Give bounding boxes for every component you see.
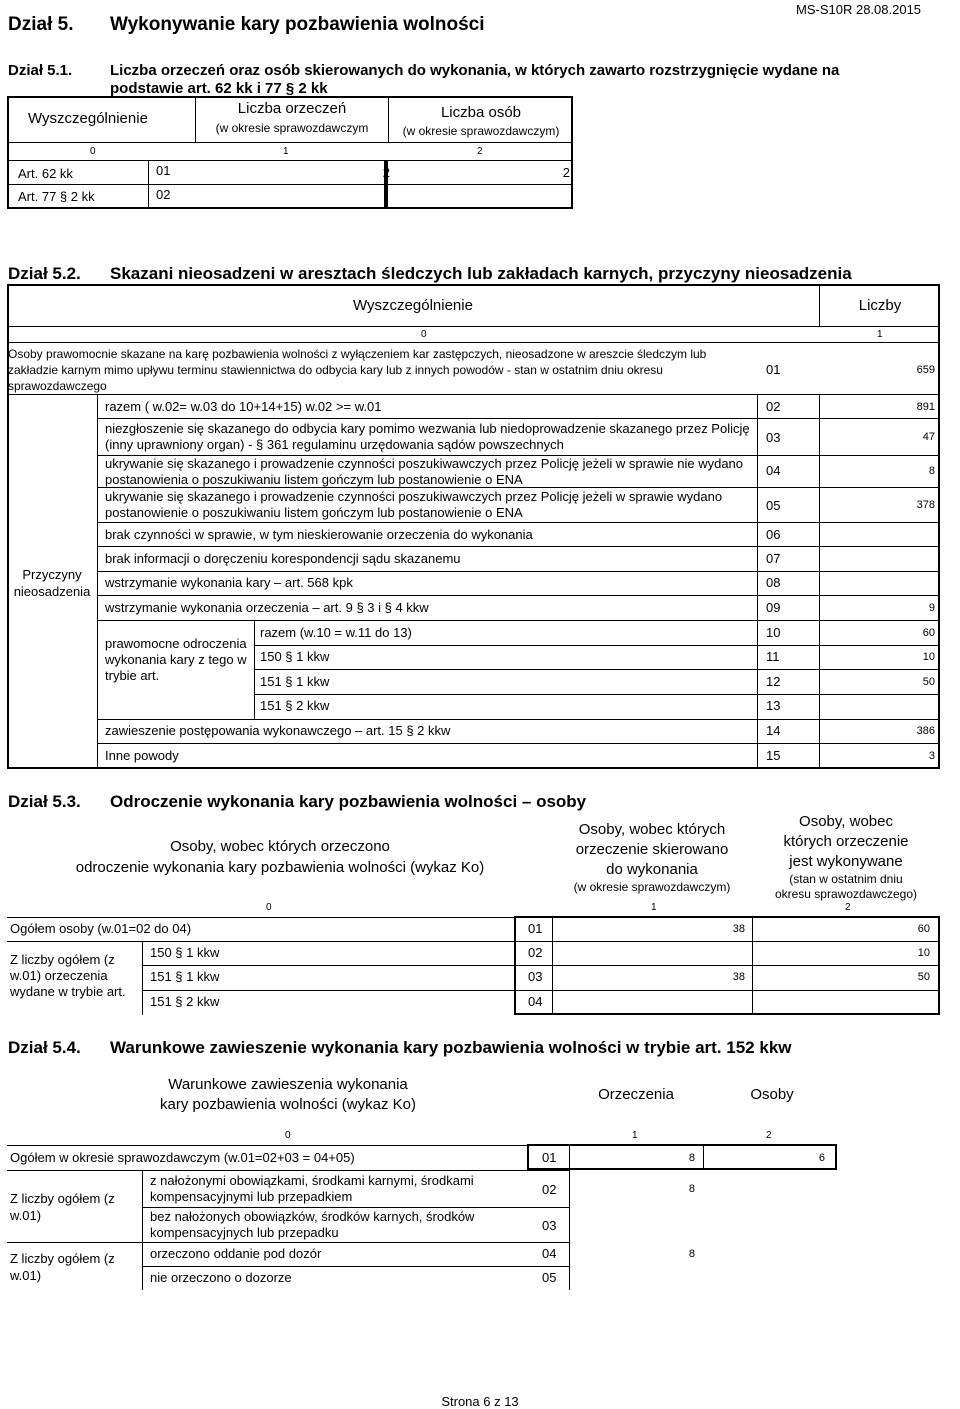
t52-row-text: 150 § 1 kkw: [260, 649, 330, 664]
t54-row-value: 8: [688, 1248, 695, 1260]
t52-row-value: 891: [916, 401, 935, 413]
t52-row-text: 151 § 1 kkw: [260, 674, 330, 689]
t54-row-code: 01: [542, 1150, 557, 1165]
section-number: Dział 5.: [8, 14, 74, 35]
t52-sub-label: prawomocne odroczenia wykonania kary z tego w trybie art.: [105, 636, 247, 683]
t52-row-text: brak informacji o doręczeniu korespondencji sądu skazanemu: [105, 551, 461, 566]
t53-idx0: 0: [266, 902, 272, 913]
section-53-title: Odroczenie wykonania kary pozbawienia wolności – osoby: [110, 792, 587, 811]
t52-row-code: 09: [766, 600, 781, 615]
t53-col2-line1: Osoby, wobec: [799, 813, 893, 830]
t53-row-code: 02: [528, 945, 543, 960]
t52-row-code: 13: [766, 698, 781, 713]
t53-col1-sub: (w okresie sprawozdawczym): [573, 880, 731, 894]
t52-row-value: 8: [928, 465, 935, 477]
t51-idx1: 1: [283, 146, 289, 157]
section-53-label: Dział 5.3.: [8, 792, 81, 811]
t54-row-text: bez nałożonych obowiązków, środków karnych, środków kompensacyjnych lub przepadku: [150, 1209, 475, 1240]
t52-row-code: 04: [766, 463, 781, 478]
t53-col1-line3: do wykonania: [606, 861, 698, 878]
t53-col2-sub1: (stan w ostatnim dniu: [789, 872, 903, 886]
t52-row-code: 05: [766, 498, 781, 513]
t54-row-code: 04: [542, 1246, 557, 1261]
t52-row-value: 50: [922, 676, 935, 688]
t53-row-text: 150 § 1 kkw: [150, 945, 220, 960]
t53-col2-line2: których orzeczenie: [783, 833, 909, 850]
t52-col-num: Liczby: [858, 297, 902, 314]
t54-row-code: 05: [542, 1270, 557, 1285]
t53-col1-line1: Osoby, wobec których: [578, 821, 726, 838]
t52-idx0: 0: [421, 329, 427, 340]
t52-row-code: 12: [766, 674, 781, 689]
t52-row-text: wstrzymanie wykonania orzeczenia – art. 9 § 3 i § 4 kkw: [105, 600, 429, 615]
t53-col2-sub2: okresu sprawozdawczego): [774, 887, 918, 901]
t52-row-text: zawieszenie postępowania wykonawczego – art. 15 § 2 kkw: [105, 723, 451, 738]
t53-row-code: 03: [528, 969, 543, 984]
t52-row-text: brak czynności w sprawie, w tym nieskierowanie orzeczenia do wykonania: [105, 527, 533, 542]
t53-row-value: 50: [917, 971, 930, 983]
t53-col1-line2: orzeczenie skierowano: [575, 841, 729, 858]
t51-row-code: 02: [156, 187, 171, 202]
section-52-title: Skazani nieosadzeni w aresztach śledczych lub zakładach karnych, przyczyny nieosadzenia: [110, 264, 852, 283]
t52-row-text: Inne powody: [105, 748, 179, 763]
t51-col2-title: Liczba osób: [440, 104, 522, 121]
t53-idx2: 2: [845, 902, 851, 913]
t52-row-code: 14: [766, 723, 781, 738]
section-51-title-line1: Liczba orzeczeń oraz osób skierowanych do wykonania, w których zawarto rozstrzygnięcie wydane na: [110, 62, 840, 79]
t52-row-value: 9: [928, 602, 935, 614]
t53-idx1: 1: [651, 902, 657, 913]
t53-row-code: 01: [528, 921, 543, 936]
t53-total-label: Ogółem osoby (w.01=02 do 04): [10, 921, 192, 936]
t51-idx2: 2: [477, 146, 483, 157]
page-number: Strona 6 z 13: [441, 1394, 519, 1409]
t52-row-text: razem (w.10 = w.11 do 13): [260, 625, 412, 640]
t54-total-label: Ogółem w okresie sprawozdawczym (w.01=02+03 = 04+05): [10, 1150, 355, 1165]
t53-col-spec-line2: odroczenie wykonania kary pozbawienia wolności (wykaz Ko): [75, 859, 485, 876]
section-title: Wykonywanie kary pozbawienia wolności: [110, 14, 485, 35]
t53-group-label: Z liczby ogółem (z w.01) orzeczenia wydane w trybie art.: [10, 952, 126, 999]
t54-row-value: 8: [688, 1183, 695, 1195]
t52-row01-text: Osoby prawomocnie skazane na karę pozbawienia wolności z wyłączeniem kar zastępczych, nieosadzone w areszcie śledczym lub zakładzie karnym mimo upływu terminu stawiennictwa do odbycia kary lub z innych powodów - stan w ostatnim dniu okresu sprawozdawczego: [8, 347, 707, 393]
t54-col2: Osoby: [750, 1086, 794, 1103]
t51-row-label: Art. 77 § 2 kk: [18, 189, 95, 204]
t52-row-text: ukrywanie się skazanego i prowadzenie czynności poszukiwawczych przez Policję jeżeli w sprawie nie wydano postanowienia o poszukiwaniu listem gończym lub postanowienie o ENA: [105, 456, 744, 487]
t54-row-text: nie orzeczono o dozorze: [150, 1270, 292, 1285]
form-code: MS-S10R 28.08.2015: [796, 2, 922, 17]
t52-row-value: 3: [928, 750, 935, 762]
t52-side-label: Przyczyny nieosadzenia: [13, 567, 91, 599]
t52-row-value: 60: [922, 627, 935, 639]
t52-col-spec: Wyszczególnienie: [353, 297, 473, 314]
t54-row-text: z nałożonymi obowiązkami, środkami karnymi, środkami kompensacyjnymi lub przepadkiem: [150, 1173, 474, 1204]
section-54-label: Dział 5.4.: [8, 1038, 81, 1057]
t52-row-code: 10: [766, 625, 781, 640]
t52-row-code: 03: [766, 430, 781, 445]
t53-row-code: 04: [528, 994, 543, 1009]
t51-row-value: 2: [382, 165, 390, 180]
t53-col2-line3: jest wykonywane: [789, 853, 903, 870]
t53-row-value: 38: [732, 923, 745, 935]
t51-row-code: 01: [156, 163, 171, 178]
t54-row-value: 8: [688, 1152, 695, 1164]
t52-row-code: 08: [766, 575, 781, 590]
t54-row-code: 02: [542, 1182, 557, 1197]
t52-row-text: 151 § 2 kkw: [260, 698, 330, 713]
t51-col-spec: Wyszczególnienie: [28, 110, 148, 127]
section-54-title: Warunkowe zawieszenie wykonania kary pozbawienia wolności w trybie art. 152 kkw: [110, 1038, 792, 1057]
t52-row-code: 06: [766, 527, 781, 542]
t54-idx1: 1: [632, 1130, 638, 1141]
t51-row-value: 2: [562, 165, 570, 180]
t51-idx0: 0: [90, 146, 96, 157]
t54-row-code: 03: [542, 1218, 557, 1233]
t52-row-text: wstrzymanie wykonania kary – art. 568 kpk: [105, 575, 353, 590]
t52-row-code: 11: [766, 649, 780, 664]
t54-row-text: orzeczono oddanie pod dozór: [150, 1246, 322, 1261]
t52-row-code: 07: [766, 551, 781, 566]
t52-row-value: 378: [916, 499, 935, 511]
section-51-title-line2: podstawie art. 62 kk i 77 § 2 kk: [110, 80, 328, 97]
t53-row-value: 10: [917, 947, 930, 959]
t53-row-value: 38: [732, 971, 745, 983]
section-51-label: Dział 5.1.: [8, 62, 73, 79]
t53-col-spec-line1: Osoby, wobec których orzeczono: [170, 838, 390, 855]
t53-row-text: 151 § 2 kkw: [150, 994, 220, 1009]
t51-col1-sub: (w okresie sprawozdawczym: [215, 121, 369, 135]
t52-row-code: 15: [766, 748, 781, 763]
t54-col1: Orzeczenia: [598, 1086, 674, 1103]
t54-group-label: Z liczby ogółem (z w.01): [10, 1251, 115, 1283]
t52-row-text: razem ( w.02= w.03 do 10+14+15) w.02 >= w.01: [105, 399, 382, 414]
t52-row-text: ukrywanie się skazanego i prowadzenie czynności poszukiwawczych przez Policję jeżeli w sprawie wydano postanowienie o poszukiwaniu listem gończym lub postanowienie o ENA: [105, 489, 723, 520]
t52-row-value: 47: [922, 431, 935, 443]
t54-col-spec-line2: kary pozbawienia wolności (wykaz Ko): [160, 1096, 416, 1113]
t52-row-value: 10: [922, 651, 935, 663]
t52-row-code: 01: [766, 362, 781, 377]
t54-idx0: 0: [285, 1130, 291, 1141]
t54-idx2: 2: [766, 1130, 772, 1141]
t54-group-label: Z liczby ogółem (z w.01): [10, 1191, 115, 1223]
t51-col1-title: Liczba orzeczeń: [237, 100, 347, 117]
t54-col-spec-line1: Warunkowe zawieszenia wykonania: [168, 1076, 408, 1093]
t52-row-value: 659: [916, 364, 935, 376]
section-52-label: Dział 5.2.: [8, 264, 81, 283]
t52-row-text: niezgłoszenie się skazanego do odbycia kary pomimo wezwania lub niedoprowadzenie skazanego przez Policję (inny uprawniony organ) - § 361 regulaminu urzędowania sądów powszechnych: [105, 421, 750, 452]
t53-row-text: 151 § 1 kkw: [150, 969, 220, 984]
t53-row-value: 60: [917, 923, 930, 935]
t54-row-value: 6: [818, 1152, 825, 1164]
t52-idx1: 1: [877, 329, 883, 340]
t51-col2-sub: (w okresie sprawozdawczym): [402, 124, 560, 138]
t51-row-label: Art. 62 kk: [18, 166, 73, 181]
t52-row-code: 02: [766, 399, 781, 414]
t52-row-value: 386: [916, 725, 935, 737]
